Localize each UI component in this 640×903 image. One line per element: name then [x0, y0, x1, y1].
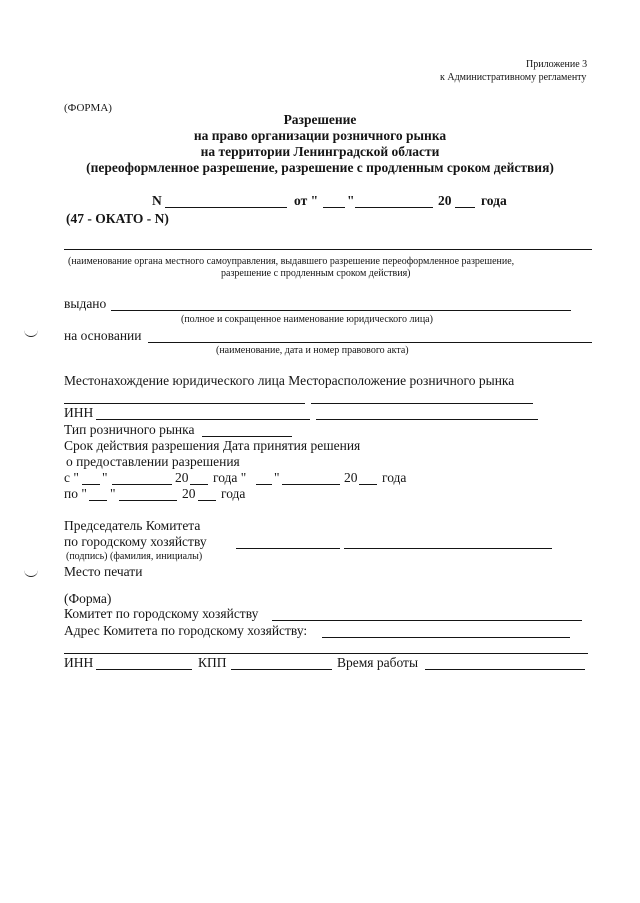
- date-from-label: от ": [294, 193, 319, 208]
- to-month-field[interactable]: [119, 500, 177, 501]
- title-line-1: Разрешение: [283, 112, 357, 127]
- from-label: с ": [64, 470, 79, 485]
- to-year-field[interactable]: [198, 500, 216, 501]
- month-field[interactable]: [355, 207, 433, 208]
- issued-field[interactable]: [111, 310, 571, 311]
- title-line-4: (переоформленное разрешение, разрешение с продленным сроком действия): [86, 160, 554, 175]
- inn-field-2[interactable]: [316, 419, 538, 420]
- to-year-prefix: 20: [182, 486, 196, 501]
- title-line-2: на право организации розничного рынка: [193, 128, 447, 143]
- okato-label: (47 - ОКАТО - N): [66, 211, 169, 226]
- day-field[interactable]: [323, 207, 345, 208]
- issuer-hint-1: (наименование органа местного самоуправления, выдавшего разрешение переоформленное разрешение,: [68, 256, 515, 267]
- to-quote: ": [110, 486, 116, 501]
- issuer-hint-2: разрешение с продленным сроком действия): [221, 268, 411, 279]
- basis-label: на основании: [64, 328, 142, 343]
- footer-inn-label: ИНН: [64, 655, 94, 670]
- from-day-field[interactable]: [82, 484, 100, 485]
- signature-field[interactable]: [236, 548, 340, 549]
- appendix-line-2: к Административному регламенту: [440, 72, 587, 83]
- signature-hint: (подпись) (фамилия, инициалы): [66, 551, 203, 562]
- validity-line-1: Срок действия разрешения Дата принятия решения: [64, 438, 361, 453]
- forma-label: (ФОРМА): [64, 102, 112, 114]
- decision-month-field[interactable]: [282, 484, 340, 485]
- footer-kpp-label: КПП: [198, 655, 227, 670]
- footer-forma: (Форма): [64, 591, 112, 606]
- scan-binding-mark: [24, 570, 38, 577]
- title-line-3: на территории Ленинградской области: [200, 144, 440, 159]
- chairman-line-1: Председатель Комитета: [64, 518, 201, 533]
- decision-year-suffix: года: [382, 470, 407, 485]
- scan-binding-mark: [24, 330, 38, 337]
- basis-hint: (наименование, дата и номер правового акта): [216, 345, 409, 356]
- footer-separator: [64, 653, 588, 654]
- issuer-field[interactable]: [64, 249, 592, 250]
- from-year-prefix: 20: [175, 470, 189, 485]
- from-month-field[interactable]: [112, 484, 172, 485]
- to-year-suffix: года: [221, 486, 246, 501]
- market-location-field[interactable]: [311, 403, 533, 404]
- footer-kpp-field[interactable]: [231, 669, 332, 670]
- issued-hint: (полное и сокращенное наименование юридического лица): [181, 314, 433, 325]
- committee-address-label: Адрес Комитета по городскому хозяйству:: [64, 623, 308, 638]
- number-field[interactable]: [165, 207, 287, 208]
- inn-field[interactable]: [96, 419, 310, 420]
- number-label: N: [152, 193, 162, 208]
- from-year-field[interactable]: [190, 484, 208, 485]
- from-year-suffix: года ": [213, 470, 247, 485]
- chairman-name-field[interactable]: [344, 548, 552, 549]
- year-field[interactable]: [455, 207, 475, 208]
- validity-line-2: о предоставлении разрешения: [66, 454, 240, 469]
- chairman-line-2: по городскому хозяйству: [64, 534, 207, 549]
- legal-address-field[interactable]: [64, 403, 305, 404]
- year-suffix: года: [481, 193, 507, 208]
- committee-field[interactable]: [272, 620, 582, 621]
- appendix-line-1: Приложение 3: [526, 59, 588, 70]
- decision-year-prefix: 20: [344, 470, 358, 485]
- location-heading: Местонахождение юридического лица Месторасположение розничного рынка: [64, 373, 515, 388]
- from-quote: ": [102, 470, 108, 485]
- inn-label: ИНН: [64, 405, 94, 420]
- market-type-field[interactable]: [202, 436, 292, 437]
- to-label: по ": [64, 486, 87, 501]
- footer-inn-field[interactable]: [96, 669, 192, 670]
- seal-place: Место печати: [64, 564, 143, 579]
- decision-year-field[interactable]: [359, 484, 377, 485]
- to-day-field[interactable]: [89, 500, 107, 501]
- footer-hours-field[interactable]: [425, 669, 585, 670]
- decision-day-field[interactable]: [256, 484, 272, 485]
- issued-label: выдано: [64, 296, 107, 311]
- market-type-label: Тип розничного рынка: [64, 422, 195, 437]
- committee-label: Комитет по городскому хозяйству: [64, 606, 259, 621]
- year-prefix: 20: [438, 193, 452, 208]
- footer-hours-label: Время работы: [337, 655, 419, 670]
- decision-quote: ": [274, 470, 280, 485]
- committee-address-field[interactable]: [322, 637, 570, 638]
- date-quote: ": [347, 193, 355, 208]
- basis-field[interactable]: [148, 342, 592, 343]
